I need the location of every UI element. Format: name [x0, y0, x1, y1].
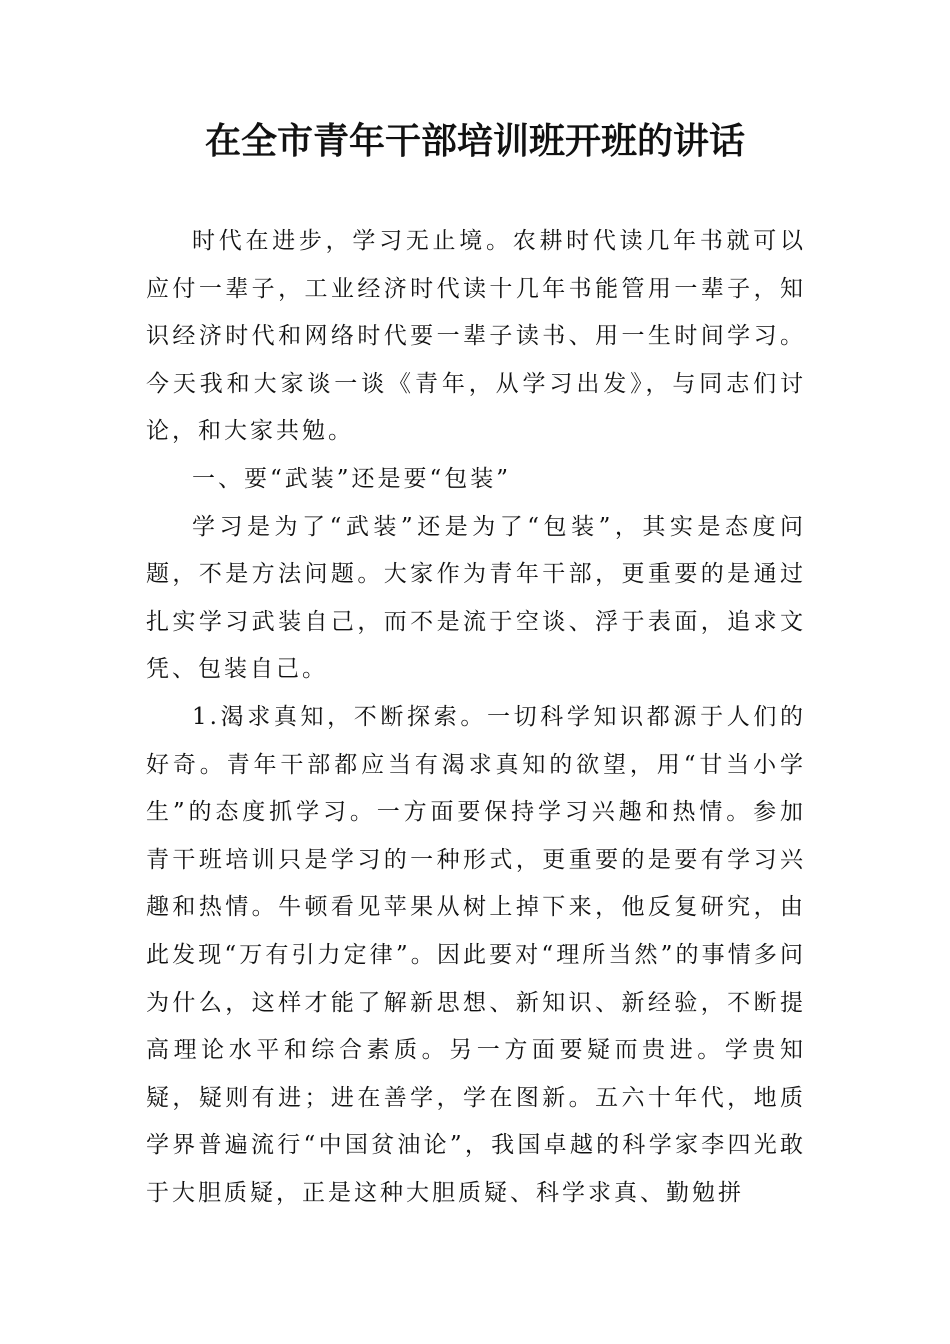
paragraph-section-1: 学习是为了“武装”还是为了“包装”，其实是态度问题，不是方法问题。大家作为青年干部，更重要的是通过扎实学习武装自己，而不是流于空谈、浮于表面，追求文凭、包装自己。: [146, 513, 806, 683]
document-body: [146, 218, 806, 1217]
paragraph-point-1: 1.渴求真知，不断探索。一切科学知识都源于人们的好奇。青年干部都应当有渴求真知的欲望，用“甘当小学生”的态度抓学习。一方面要保持学习兴趣和热情。参加青干班培训只是学习的一种形式，更重要的是要有学习兴趣和热情。牛顿看见苹果从树上掉下来，他反复研究，由此发现“万有引力定律”。因此要对“理所当然”的事情多问为什么，这样才能了解新思想、新知识、新经验，不断提高理论水平和综合素质。另一方面要疑而贵进。学贵知疑，疑则有进；进在善学，学在图新。五六十年代，地质学界普遍流行“中国贫油论”，我国卓越的科学家李四光敢于大胆质疑，正是这种大胆质疑、科学求真、勤勉拼: [146, 703, 806, 1206]
section-heading-1: 一、要“武装”还是要“包装”: [192, 465, 512, 492]
document-title: 在全市青年干部培训班开班的讲话: [204, 120, 745, 162]
paragraph-intro: 时代在进步，学习无止境。农耕时代读几年书就可以应付一辈子，工业经济时代读十几年书能管用一辈子，知识经济时代和网络时代要一辈子读书、用一生时间学习。今天我和大家谈一谈《青年，从学习出发》，与同志们讨论，和大家共勉。: [146, 228, 806, 445]
